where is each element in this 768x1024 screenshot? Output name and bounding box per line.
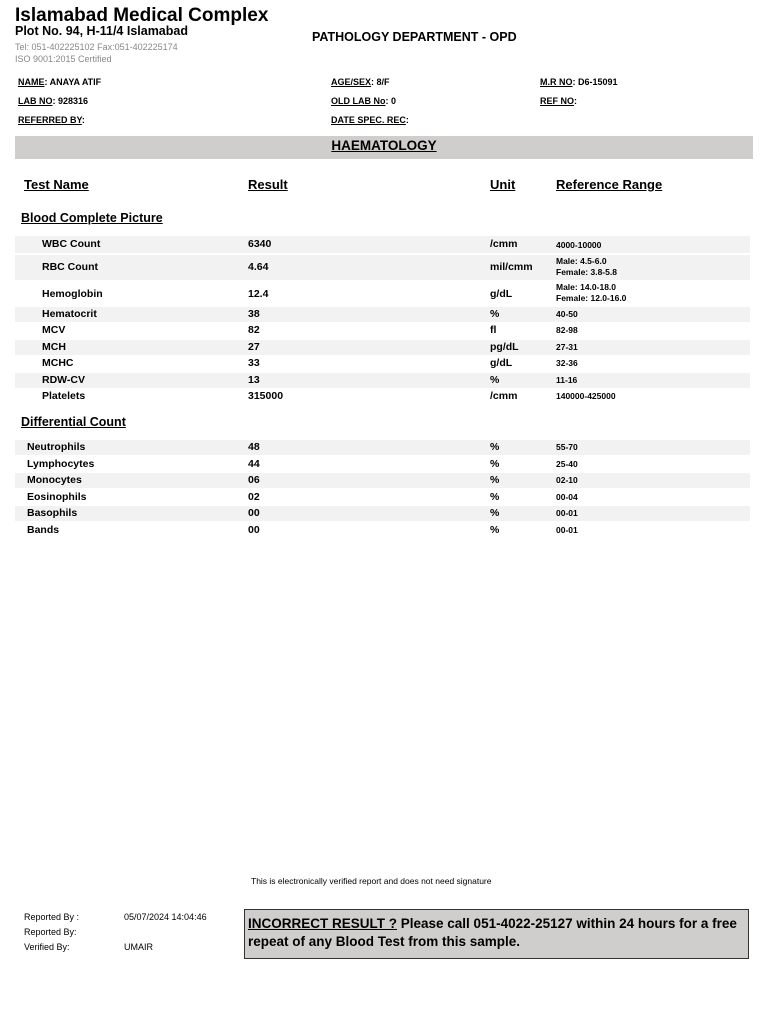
column-header-reference-range: Reference Range <box>556 177 663 192</box>
reported-by-label-2: Reported By: <box>24 927 77 937</box>
test-reference: 140000-425000 <box>556 391 616 401</box>
test-unit: pg/dL <box>490 341 519 353</box>
test-result: 6340 <box>248 238 272 250</box>
test-result: 06 <box>248 474 260 486</box>
column-header-result: Result <box>248 177 288 192</box>
test-reference: 55-70 <box>556 442 578 452</box>
notice-text <box>248 915 743 951</box>
test-name: Bands <box>27 524 60 536</box>
test-name: Hematocrit <box>42 308 97 320</box>
incorrect-result-notice <box>244 909 749 959</box>
old-lab-no-value: : 0 <box>385 96 397 106</box>
test-name: Basophils <box>27 507 78 519</box>
test-unit: % <box>490 308 500 320</box>
test-name: RBC Count <box>42 261 98 273</box>
test-unit: g/dL <box>490 288 513 300</box>
test-name: Eosinophils <box>27 491 87 503</box>
table-row <box>15 457 750 472</box>
test-reference: 00-01 <box>556 508 578 518</box>
test-result: 48 <box>248 441 260 453</box>
test-name: WBC Count <box>42 238 101 250</box>
age-sex-label: AGE/SEX <box>331 77 372 87</box>
column-header-unit: Unit <box>490 177 516 192</box>
test-reference: 82-98 <box>556 325 578 335</box>
test-result: 38 <box>248 308 260 320</box>
test-result: 27 <box>248 341 260 353</box>
test-name: MCH <box>42 341 66 353</box>
hospital-address: Plot No. 94, H-11/4 Islamabad <box>15 24 188 38</box>
patient-ref-no <box>540 96 577 107</box>
test-result: 02 <box>248 491 260 503</box>
test-unit: % <box>490 507 500 519</box>
patient-lab-no <box>18 96 88 107</box>
referred-by-label: REFERRED BY <box>18 115 82 125</box>
hospital-certification: ISO 9001:2015 Certified <box>15 54 112 64</box>
patient-name-value: : ANAYA ATIF <box>44 77 102 87</box>
test-result: 13 <box>248 374 260 386</box>
test-result: 82 <box>248 324 260 336</box>
ref-no-value: : <box>574 96 578 106</box>
patient-old-lab-no <box>331 96 396 107</box>
test-reference-female: Female: 3.8-5.8 <box>556 267 617 277</box>
test-result: 00 <box>248 524 260 536</box>
test-reference: 40-50 <box>556 309 578 319</box>
table-row <box>15 490 750 505</box>
old-lab-no-label: OLD LAB No <box>331 96 386 106</box>
patient-name-label: NAME <box>18 77 45 87</box>
test-unit: % <box>490 491 500 503</box>
notice-emphasis: INCORRECT RESULT ? <box>248 916 397 931</box>
test-name: Neutrophils <box>27 441 86 453</box>
test-reference-male: Male: 14.0-18.0 <box>556 282 617 292</box>
section-title: HAEMATOLOGY <box>331 138 437 153</box>
test-result: 12.4 <box>248 288 269 300</box>
table-row <box>15 255 750 280</box>
reported-by-label: Reported By : <box>24 912 80 922</box>
test-unit: fl <box>490 324 497 336</box>
test-reference: 00-01 <box>556 525 578 535</box>
table-row <box>15 373 750 388</box>
group-title-blood-complete: Blood Complete Picture <box>21 211 163 225</box>
test-reference-male: Male: 4.5-6.0 <box>556 256 607 266</box>
electronic-verification-note: This is electronically verified report and does not need signature <box>251 876 492 886</box>
test-name: Hemoglobin <box>42 288 103 300</box>
age-sex-value: : 8/F <box>371 77 390 87</box>
column-header-test-name: Test Name <box>24 177 89 192</box>
test-reference: 32-36 <box>556 358 578 368</box>
lab-no-label: LAB NO <box>18 96 53 106</box>
table-row <box>15 473 750 488</box>
verified-by-value: UMAIR <box>124 942 153 952</box>
verified-by-label: Verified By: <box>24 942 70 952</box>
table-row <box>15 523 750 538</box>
patient-referred-by <box>18 115 85 126</box>
notice-body: Please call 051-4022-25127 within 24 hours for a free repeat of any Blood Test from this sample. <box>248 916 737 949</box>
test-name: RDW-CV <box>42 374 85 386</box>
test-unit: /cmm <box>490 238 518 250</box>
table-row <box>15 506 750 521</box>
table-row <box>15 281 750 306</box>
hospital-contact: Tel: 051-402225102 Fax:051-402225174 <box>15 42 178 52</box>
test-name: Lymphocytes <box>27 458 95 470</box>
table-row <box>15 236 750 253</box>
test-name: MCHC <box>42 357 74 369</box>
patient-mr-no <box>540 77 618 88</box>
date-spec-rec-label: DATE SPEC. REC <box>331 115 406 125</box>
test-reference: 00-04 <box>556 492 578 502</box>
test-reference: 02-10 <box>556 475 578 485</box>
test-reference-female: Female: 12.0-16.0 <box>556 293 627 303</box>
hospital-name: Islamabad Medical Complex <box>15 5 269 26</box>
referred-by-value: : <box>81 115 85 125</box>
table-row <box>15 323 750 338</box>
test-unit: /cmm <box>490 390 518 402</box>
table-row <box>15 340 750 355</box>
group-title-differential: Differential Count <box>21 415 126 429</box>
ref-no-label: REF NO <box>540 96 575 106</box>
test-name: MCV <box>42 324 66 336</box>
test-unit: g/dL <box>490 357 513 369</box>
lab-no-value: : 928316 <box>52 96 89 106</box>
mr-no-label: M.R NO <box>540 77 573 87</box>
department-title: PATHOLOGY DEPARTMENT - OPD <box>312 30 517 44</box>
test-reference: 4000-10000 <box>556 240 602 250</box>
test-result: 00 <box>248 507 260 519</box>
test-unit: % <box>490 524 500 536</box>
patient-date-spec-rec <box>331 115 409 126</box>
test-result: 44 <box>248 458 260 470</box>
patient-age-sex <box>331 77 390 88</box>
table-row <box>15 356 750 371</box>
test-reference: 25-40 <box>556 459 578 469</box>
test-result: 33 <box>248 357 260 369</box>
test-reference: 11-16 <box>556 375 578 385</box>
table-row <box>15 307 750 322</box>
test-unit: % <box>490 458 500 470</box>
test-result: 315000 <box>248 390 284 402</box>
test-result: 4.64 <box>248 261 269 273</box>
test-unit: % <box>490 441 500 453</box>
mr-no-value: : D6-15091 <box>572 77 618 87</box>
test-reference: 27-31 <box>556 342 578 352</box>
patient-name <box>18 77 101 88</box>
table-row <box>15 440 750 455</box>
test-name: Monocytes <box>27 474 82 486</box>
test-unit: mil/cmm <box>490 261 533 273</box>
test-unit: % <box>490 474 500 486</box>
date-spec-rec-value: : <box>405 115 409 125</box>
test-unit: % <box>490 374 500 386</box>
table-row <box>15 389 750 404</box>
reported-datetime: 05/07/2024 14:04:46 <box>124 912 207 922</box>
test-name: Platelets <box>42 390 86 402</box>
section-header-bar <box>15 136 753 159</box>
